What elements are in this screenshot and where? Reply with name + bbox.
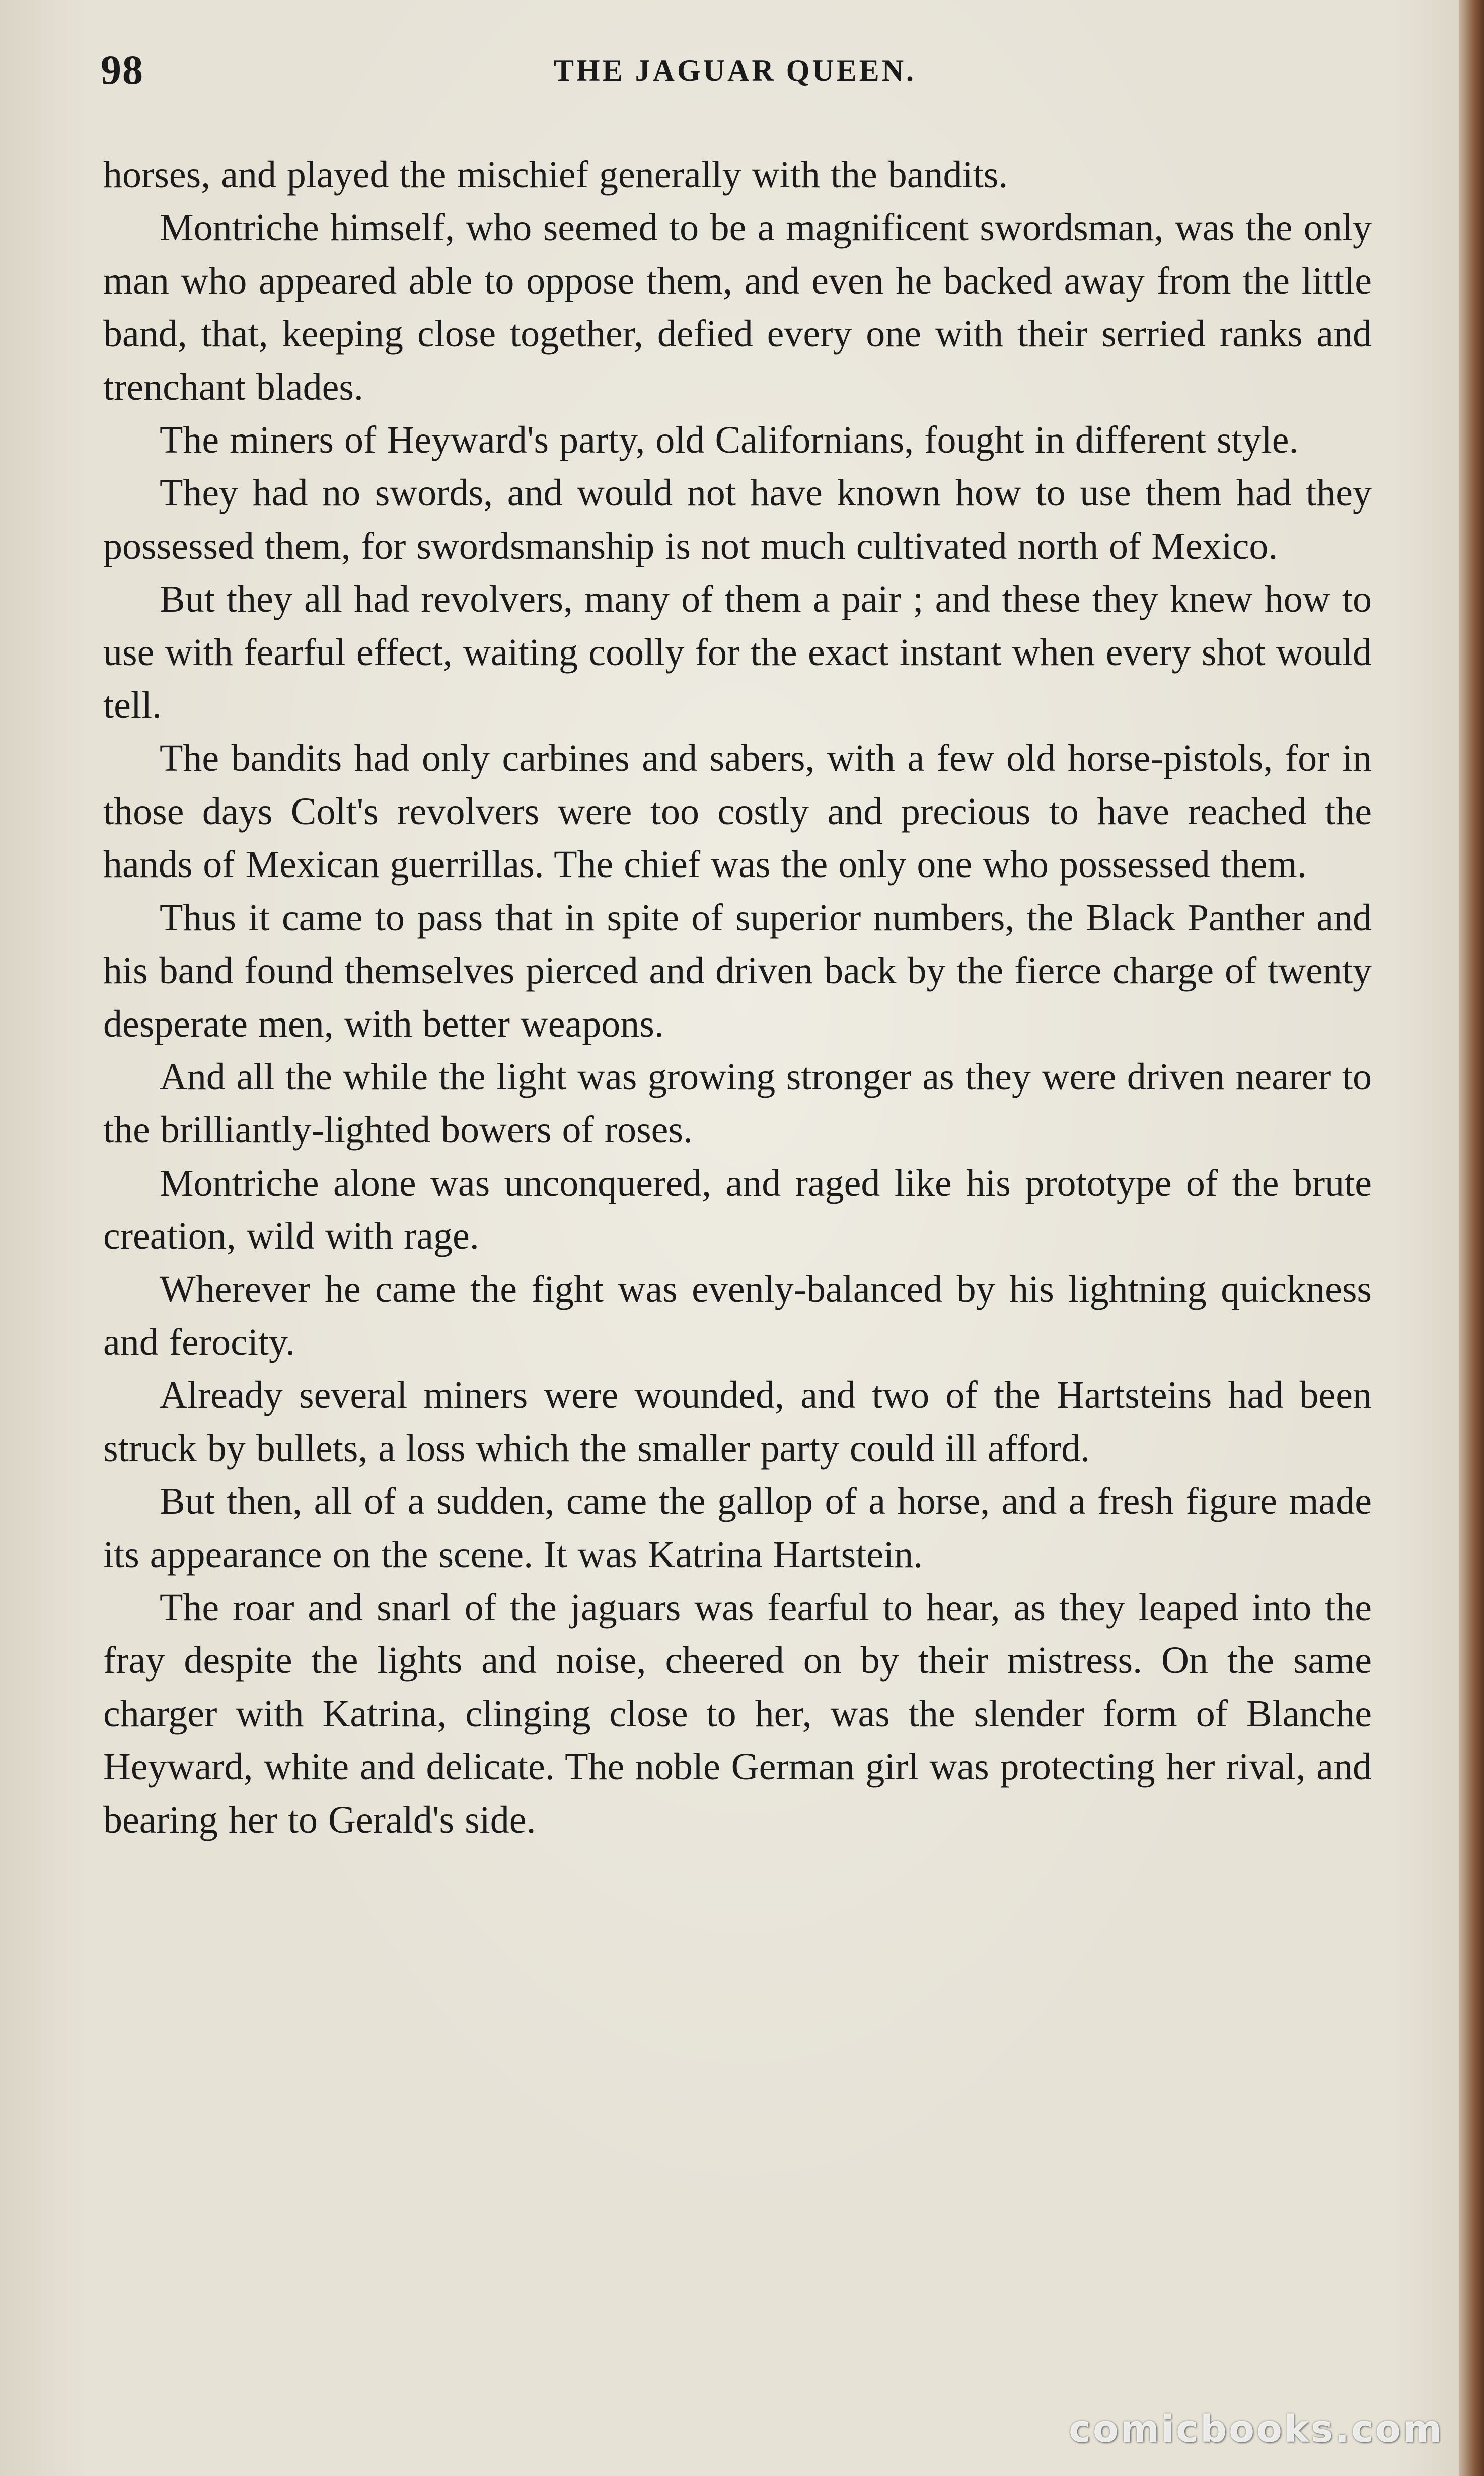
page-number: 98 [101,47,144,93]
paragraph: The bandits had only carbines and sabers, with a few old horse-pistols, for in those days Colt's revolvers were too costly and precious to have reached the hands of Mexican guerrillas. The chief was the only one who possessed them. [103,737,1372,886]
paragraph: And all the while the light was growing stronger as they were driven nearer to the brilliantly-lighted bowers of roses. [103,1055,1372,1151]
page-edge [1459,0,1484,2476]
watermark: comicbooks.com [1069,2408,1444,2451]
paragraph: Already several miners were wounded, and two of the Hartsteins had been struck by bullets, a loss which the smaller party could ill afford. [103,1374,1372,1470]
paragraph: They had no swords, and would not have known how to use them had they possessed them, for swordsmanship is not much cultivated north of Mexico. [103,472,1372,567]
running-head: THE JAGUAR QUEEN. [553,54,917,87]
paragraph: But then, all of a sudden, came the gallop of a horse, and a fresh figure made its appearance on the scene. It was Katrina Hartstein. [103,1480,1372,1576]
paragraph: Wherever he came the fight was evenly-balanced by his lightning quickness and ferocity. [103,1268,1372,1363]
paragraph: The roar and snarl of the jaguars was fearful to hear, as they leaped into the fray despite the lights and noise, cheered on by their mistress. On the same charger with Katrina, clinging close to her, was the slender form of Blanche Heyward, white and delicate. The noble German girl was protecting her rival, and bearing her to Gerald's side. [103,1586,1372,1841]
paragraph: horses, and played the mischief generally with the bandits. [103,154,1008,196]
paragraph: Montriche himself, who seemed to be a magnificent swordsman, was the only man who appeared able to oppose them, and even he backed away from the little band, that, keeping close together, defied every one with their serried ranks and trenchant blades. [103,206,1372,408]
body-text [103,149,1372,1847]
page-header [101,46,1369,107]
paragraph: Thus it came to pass that in spite of superior numbers, the Black Panther and his band found themselves pierced and driven back by the fierce charge of twenty desperate men, with better weapons. [103,896,1372,1045]
paragraph: But they all had revolvers, many of them a pair ; and these they knew how to use with fearful effect, waiting coolly for the exact instant when every shot would tell. [103,578,1372,727]
paragraph: The miners of Heyward's party, old Californians, fought in different style. [160,419,1299,462]
paragraph: Montriche alone was unconquered, and raged like his prototype of the brute creation, wild with rage. [103,1161,1372,1258]
